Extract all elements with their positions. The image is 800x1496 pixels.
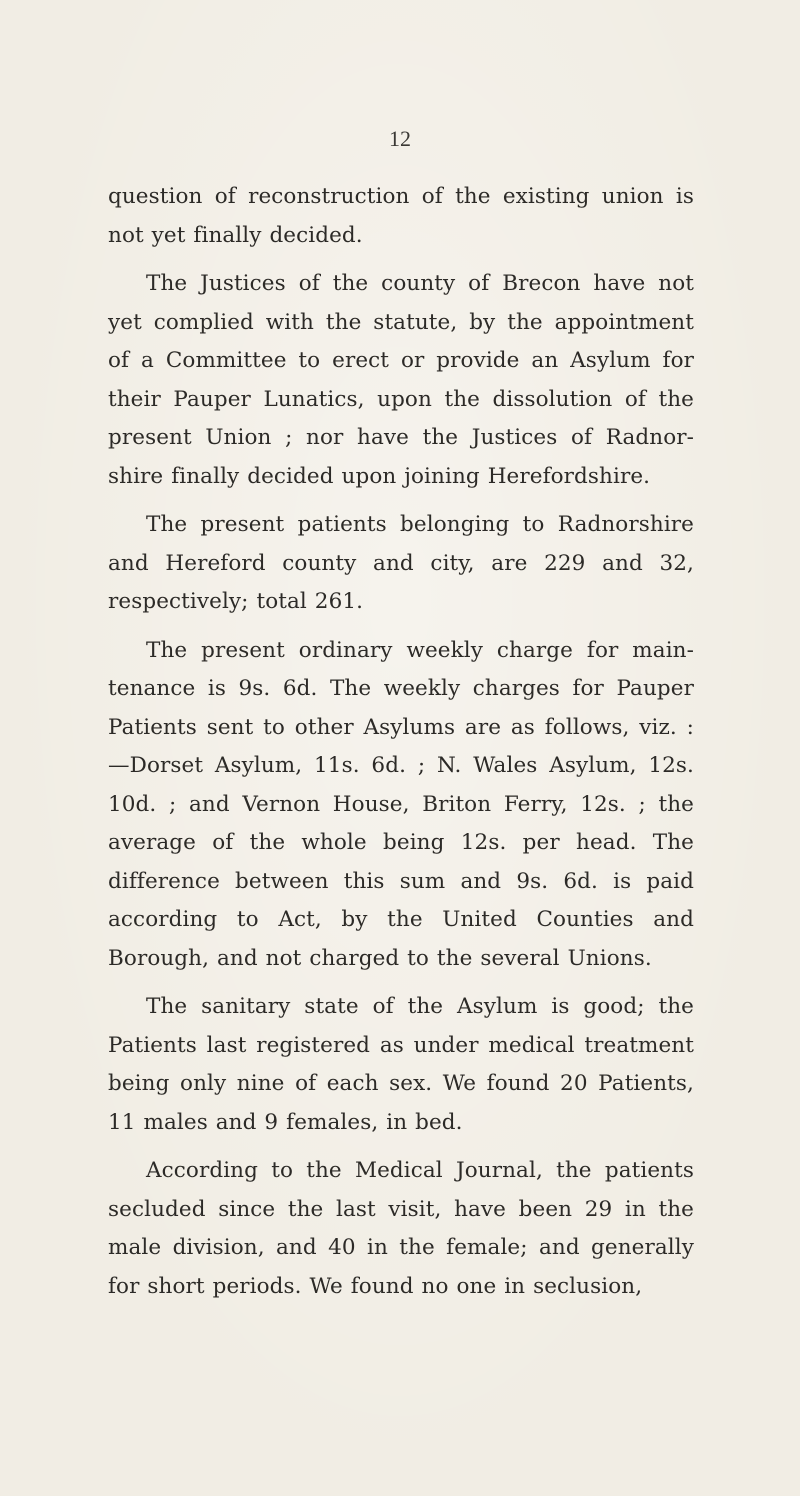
paragraph-sanitary-state: The sanitary state of the Asylum is good; the Patients last registered as under medical treatment being only nine of each sex. We found 20 Patients, 11 males and 9 females, in bed. bbox=[108, 994, 694, 1135]
paragraph-brecon-justices: The Justices of the county of Brecon have not yet complied with the statute, by the appointment of a Committee to erect or provide an Asylum for their Pauper Lunatics, upon the dissolution of the present Union ; nor have the Justices of Radnor-shire finally decided upon joining Herefordshire. bbox=[108, 271, 694, 489]
body-text bbox=[108, 178, 694, 1306]
page-number: 12 bbox=[389, 126, 411, 151]
paragraph-patient-counts: The present patients belonging to Radnorshire and Hereford county and city, are 229 and 32, respectively; total 261. bbox=[108, 512, 694, 614]
paragraph-weekly-charges: The present ordinary weekly charge for main-tenance is 9s. 6d. The weekly charges for Pauper Patients sent to other Asylums are as follows, viz. :—Dorset Asylum, 11s. 6d. ; N. Wales Asylum, 12s. 10d. ; and Vernon House, Briton Ferry, 12s. ; the average of the whole being 12s. per head. The difference between this sum and 9s. 6d. is paid according to Act, by the United Counties and Borough, and not charged to the several Unions. bbox=[108, 637, 694, 971]
paragraph-continuation: question of reconstruction of the existing union is not yet finally decided. bbox=[108, 184, 694, 248]
paragraph-seclusion: According to the Medical Journal, the patients secluded since the last visit, have been 29 in the male division, and 40 in the female; and generally for short periods. We found no one in seclusion, bbox=[108, 1158, 694, 1299]
